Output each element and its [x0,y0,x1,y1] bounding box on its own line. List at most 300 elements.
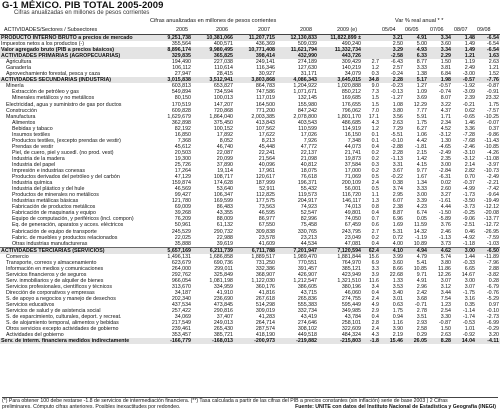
row-pct: 1.67 [416,174,427,181]
row-pct: -0.10 [390,137,403,144]
row-pct: 5.41 [416,259,427,266]
row-pct: -3.12 [462,155,475,162]
row-pct: -3.00 [462,71,475,78]
row-value: 169,599 [213,198,233,205]
row-value: 67,459 [344,222,361,229]
row-pct: 4.79 [416,253,427,260]
row-value: 385,121 [341,265,361,272]
row-value: 18,075 [300,168,317,175]
row-value: 368,907 [255,271,275,278]
row-value: 309,429 [341,59,361,66]
row-pct: 4.37 [440,107,451,114]
row-pct: 1.21 [452,53,476,59]
row-value: 3,645,015 [318,77,362,83]
row-value: 603,813 [171,83,191,90]
row-pct: 1.50 [440,326,451,333]
row-label: Valor agregado bruto (PIB a precios básicos) [0,47,150,53]
row-pct: 1.50 [440,59,451,66]
row-value: 28,415 [216,71,233,78]
row-label: Manufactura [6,113,36,120]
row-value: 249,013 [213,320,233,327]
row-pct: -4.99 [462,186,475,193]
row-value: 264,000 [171,265,191,272]
row-label: Información en medios y comunicaciones [6,265,104,272]
row-value: 82,192 [174,125,191,132]
row-pct: 3.3 [371,265,379,272]
row-value: 30,927 [258,71,275,78]
row-value: 11,621,794 [276,47,318,53]
row-pct: 0.63 [392,302,403,309]
row-pct: -1.61 [438,198,451,205]
row-pct: 1.30 [440,137,451,144]
row-pct: 0.4 [371,314,379,321]
row-value: -219,882 [276,338,318,344]
row-pct: 2.95 [392,192,403,199]
row-value: 45,448 [258,143,275,150]
row-pct: -0.07 [486,119,499,126]
row-value: 258,101 [341,320,361,327]
table-row [0,338,500,344]
row-value: 107,562 [255,125,275,132]
row-pct: 2.82 [464,168,475,175]
row-value: 23,213 [300,234,317,241]
row-pct: -0.87 [486,83,499,90]
row-pct: 3.73 [440,240,451,247]
row-pct: 1.1 [371,192,379,199]
row-value: 56,001 [344,186,361,193]
row-value: 292,762 [171,271,191,278]
row-value: 375,450 [213,119,233,126]
row-pct: -0.57 [438,83,451,90]
row-pct: 23.32 [485,95,499,102]
row-pct: 14.04 [452,338,476,344]
row-value: 449,518 [297,332,317,339]
row-pct: -3.50 [462,198,475,205]
row-value: 290,732 [213,228,233,235]
footnote-line1: (*) Para obtener 100 debe restarse -1.8 de servicios de intermediación financiera. (**) Tasa calculada a partir de las cifras del PIB a precios constantes (sin inflación) serie de base 2003 ) 2 Cifras [2,398,448,404]
row-pct: 1.34 [416,180,427,187]
row-value: 17,961 [258,168,275,175]
row-pct: 2.29 [428,53,452,59]
row-value: 330,765 [297,228,317,235]
row-value: 40,096 [258,161,275,168]
row-pct: 4.15 [416,161,427,168]
row-value: 114,919 [342,125,361,132]
row-value: 287,574 [255,326,275,333]
row-pct: 62.4 [362,247,380,254]
row-value: 486,685 [341,119,361,126]
row-value: 76,618 [300,174,317,181]
row-pct: 7.29 [392,125,403,132]
row-value: 46,569 [174,186,191,193]
row-pct: 2.63 [440,332,451,339]
row-value: 274,189 [297,59,317,66]
row-pct: 0.37 [488,125,499,132]
row-value: 74,923 [300,204,317,211]
row-pct: 6.27 [416,125,427,132]
row-value: -168,013 [192,338,234,344]
row-pct: -1.50 [438,210,451,217]
row-pct: -4.26 [486,149,499,156]
row-value: 37,584 [344,161,361,168]
row-value: 490,240 [341,41,361,48]
row-value: 380,196 [341,283,361,290]
row-value: 159,874 [171,180,191,187]
row-pct: -0.24 [390,71,403,78]
row-value: 46,740 [216,143,233,150]
row-pct: -10.73 [483,168,499,175]
row-value: 55,432 [300,186,317,193]
row-value: 170,519 [171,101,191,108]
row-pct: 1.5 [371,95,379,102]
row-pct: 34.8 [362,77,380,83]
row-value: 74,013 [344,204,361,211]
row-pct: 3.67 [392,168,403,175]
row-pct: 3.16 [464,296,475,303]
row-label: Ganadería [6,65,32,72]
row-pct: 1.27 [416,83,427,90]
row-pct: -1.14 [462,308,475,315]
row-pct: 1.49 [464,41,475,48]
row-value: 265,430 [213,326,233,333]
row-pct: -7.96 [486,259,499,266]
row-value: 43,419 [300,314,317,321]
row-value: 484,324 [341,332,361,339]
row-pct: -6.31 [438,174,451,181]
row-value: 22,241 [258,149,275,156]
row-value: 1,864,040 [209,113,233,120]
row-pct: 10.85 [413,265,427,272]
row-pct: 3.00 [452,247,476,254]
row-pct: -4.65 [438,143,451,150]
row-value: 423,949 [341,271,361,278]
row-value: 353,457 [171,332,191,339]
row-value: 82,996 [300,216,317,223]
row-pct: -2.21 [486,180,499,187]
row-pct: 3.01 [392,296,403,303]
row-value: 19,873 [344,155,361,162]
row-value: 34,079 [344,71,361,78]
row-value: 609,828 [171,107,191,114]
row-pct: 11.86 [438,265,451,272]
row-label: Serv. inmobiliarios y de alquiler de bienes [6,277,104,284]
row-label: Eq. de generación, aparatos y acces. eléctricos [12,222,124,229]
row-value: 436,369 [255,41,275,48]
row-value: 3,512,941 [192,77,234,83]
row-value: 1,020,888 [337,83,361,90]
row-value: 177,575 [255,198,275,205]
row-label: Piel, de cuero, piel y sucedl. (no prod. vest) [12,149,114,156]
row-pct: -7.28 [462,131,475,138]
row-pct: 2.34 [440,119,451,126]
row-label: Industria de la madera [12,155,65,162]
row-value: 53,640 [216,186,233,193]
row-pct: -0.22 [390,174,403,181]
row-pct: -0.53 [462,320,475,327]
row-pct: 1.46 [464,119,475,126]
row-pct: -11.08 [484,155,499,162]
row-value: 1,889,517 [251,253,275,260]
row-value: 43,355 [216,210,233,217]
row-value: 69,009 [174,204,191,211]
row-pct: 3.29 [380,47,404,53]
row-value: 27,947 [174,71,191,78]
row-value: 1,212,547 [293,277,317,284]
row-value: 418,190 [255,332,275,339]
row-label: Construcción [6,107,37,114]
row-pct: 2.8 [371,320,379,327]
row-pct: 1.19 [464,59,475,66]
header-year-2008: 2008 [300,27,312,33]
pib-table [0,35,500,344]
row-pct: 0.29 [416,332,427,339]
row-pct: 4.10 [380,247,404,254]
row-pct: 26.05 [404,338,428,344]
row-value: 80,150 [174,95,191,102]
row-pct: -5.89 [438,216,451,223]
row-value: 313,670 [171,283,191,290]
row-pct: -12.72 [483,222,499,229]
row-value: 309,019 [255,308,275,315]
row-value: 146,117 [342,198,361,205]
row-pct: -0.33 [462,259,475,266]
row-pct: 1.75 [392,308,403,315]
row-pct: -10.25 [483,113,499,120]
row-pct: 2.7 [371,228,379,235]
row-pct: 2.4 [371,296,379,303]
row-value: 6,211,739 [192,247,234,254]
row-pct: 2.57 [392,65,403,72]
row-value: 274,755 [341,296,361,303]
row-pct: -4.11 [476,338,500,344]
row-pct: 0.2 [371,155,379,162]
row-pct: 4.3 [371,119,379,126]
row-value: 41,910 [216,289,233,296]
row-pct: -0.92 [462,332,475,339]
row-pct: 0.5 [371,174,379,181]
row-pct: 9.77 [416,168,427,175]
row-value: 34,187 [174,289,191,296]
header-year-2009: 2009 (e) [337,27,358,33]
row-value: 12,130,833 [276,35,318,41]
row-value: 217,549 [171,320,191,327]
row-value: 75,458 [300,222,317,229]
row-pct: -5.51 [390,131,403,138]
row-value: 966,054 [171,277,191,284]
row-value: 1,071,671 [293,89,317,96]
row-pct: 1.75 [416,119,427,126]
row-pct: 2.46 [440,228,451,235]
row-label: Equipo de computación, y periféricos (incl. compon) [12,216,134,223]
row-value: 116,720 [342,192,361,199]
row-value: 127,630 [297,65,317,72]
row-pct: -2.51 [462,222,475,229]
row-value: 17,622 [258,131,275,138]
row-value: 432,990 [276,53,318,59]
row-pct: 3.51 [416,314,427,321]
row-value: 88,009 [216,216,233,223]
row-value: 45,612 [174,143,191,150]
row-label: S. de esparcimiento, culturales, deport. y recreat. [6,314,122,321]
row-label: Servicios financieros y de seguros [6,271,87,278]
row-label: ACTIVIDADES PRIMARIAS (AGROPECUARIAS) [0,53,150,59]
row-value: 41,816 [258,289,275,296]
row-value: 329,835 [150,53,192,59]
row-pct: 2.4 [371,180,379,187]
row-value: 106,112 [172,65,191,72]
row-value: 386,605 [297,283,317,290]
row-value: 49,801 [344,210,361,217]
header-year-2005: 2005 [176,27,188,33]
row-value: 3,015,838 [150,77,192,83]
row-pct: 8.66 [392,265,403,272]
row-pct: -7.57 [486,107,499,114]
row-pct: 9.0 [371,83,379,90]
row-pct: 1.71 [440,113,451,120]
row-pct: 4.3 [371,332,379,339]
row-value: 52,547 [300,210,317,217]
row-label: Minería [6,83,24,90]
row-value: 19,114 [217,168,233,175]
row-value: 720,868 [213,107,233,114]
row-pct: 2.54 [440,308,451,315]
row-value: 39,619 [216,240,233,247]
row-value: 249,141 [255,59,275,66]
row-value: 22,137 [300,149,317,156]
row-pct: -26.95 [483,228,499,235]
row-label: Industria química [12,180,53,187]
row-value: 5,657,169 [150,247,192,254]
row-pct: 4.91 [416,277,427,284]
row-pct: 0.1 [371,137,379,144]
row-pct: -6.79 [486,283,499,290]
row-pct: -10.85 [483,143,499,150]
row-value: 413,843 [255,119,275,126]
row-pct: -9.64 [486,192,499,199]
row-pct: -0.74 [438,89,451,96]
row-pct: 6.84 [440,71,451,78]
row-value: 37,407 [216,314,233,321]
footnote-line2: preliminares. Cómputo cifras anteriores. Posibles inexactitudes por redondeo. [2,404,181,410]
row-label: Otras industrias manufactureras [12,240,88,247]
row-value: 1,989,470 [293,253,317,260]
header-group-var: Var % real anual * * [395,18,444,24]
row-pct: 3.22 [440,101,451,108]
row-pct: 3.56 [392,113,403,120]
row-pct: 0.2 [371,149,379,156]
row-value: 110,599 [298,125,317,132]
row-value: 71,069 [344,174,361,181]
row-value: 23,578 [258,234,275,241]
row-pct: -3.73 [462,204,475,211]
row-value: 76,209 [174,216,191,223]
row-pct: 3.21 [380,35,404,41]
row-value: 623,679 [171,259,191,266]
row-pct: -2.88 [390,143,403,150]
row-label: Electricidad, agua y suministro de gas por ductos [6,101,122,108]
row-value: 8,213 [261,137,275,144]
row-pct: 2.9 [371,308,379,315]
row-label: Serv. de interm. financiera medidos indirectamente [0,338,150,344]
row-pct: 0.8 [371,204,379,211]
row-value: 1,122,030 [251,277,275,284]
row-value: 236,690 [213,296,233,303]
row-value: 391,457 [297,265,317,272]
row-value: 46,060 [344,289,361,296]
row-value: 202,340 [171,296,191,303]
row-value: 155,980 [297,101,317,108]
row-value: 7,926 [303,137,317,144]
row-value: 555,383 [297,302,317,309]
row-pct: -2.73 [486,314,499,321]
row-pct: -0.10 [486,308,499,315]
row-pct: -0.21 [462,101,475,108]
row-label: Industria del papel [12,161,56,168]
row-pct: -9.06 [462,216,475,223]
header-var-0504: 05/04 [382,27,396,33]
row-pct: 3.34 [428,47,452,53]
row-pct: 10.89 [413,240,427,247]
row-pct: -2.49 [486,174,499,181]
row-value: 8,896,174 [150,47,192,53]
row-pct: 2.63 [488,59,499,66]
row-pct: -0.13 [390,89,403,96]
row-value: 437,534 [171,302,191,309]
row-value: 164,500 [255,101,275,108]
row-pct: 1.38 [416,71,427,78]
row-pct: 12.26 [437,271,451,278]
row-pct: 2.49 [464,65,475,72]
row-value: 17,000 [344,168,361,175]
row-pct: -4.92 [462,234,475,241]
row-pct: 7.3 [371,89,379,96]
row-pct: 2.88 [488,265,499,272]
row-pct: 5.00 [416,41,427,48]
row-pct: 2.58 [416,326,427,333]
row-value: 398,414 [234,53,276,59]
row-pct: 4.91 [404,35,428,41]
row-pct: -1.8 [362,338,380,344]
row-pct: -1.92 [462,83,475,90]
row-pct: 8.77 [416,59,427,66]
row-pct: 2.15 [416,149,427,156]
row-value: 734,594 [213,89,233,96]
row-pct: 1.63 [476,53,500,59]
row-pct: 2.4 [371,326,379,333]
row-pct: 2.19 [392,332,403,339]
header-year-2006: 2006 [216,27,228,33]
row-value: 43,784 [344,314,361,321]
row-value: 73,563 [258,204,275,211]
row-value: 52,911 [259,186,275,193]
row-value: 365,825 [192,53,234,59]
row-label: Minerales metálicos y no metálicos [12,95,95,102]
row-pct: -7.76 [476,77,500,83]
row-pct: -12.12 [483,204,499,211]
row-pct: 1.16 [392,320,403,327]
row-value: 194,490 [171,59,191,66]
row-label: S. de apoyo a negocios y manejo de desechos [6,296,116,303]
row-value: 6,711,788 [234,247,276,254]
row-value: 355,564 [171,41,191,48]
row-pct: -3.97 [486,161,499,168]
row-pct: 0.70 [464,174,475,181]
header-var-0807: 08/07 [454,27,468,33]
row-pct: 3.00 [464,277,475,284]
row-pct: 0.4 [371,210,379,217]
row-label: Alimentos [12,119,36,126]
row-pct: 1.2 [371,125,379,132]
